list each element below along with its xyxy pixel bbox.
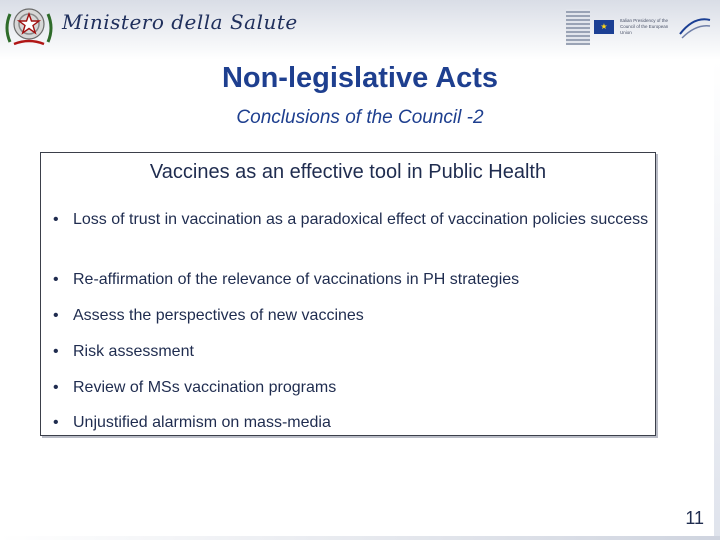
list-item-text: Unjustified alarmism on mass-media xyxy=(73,414,331,431)
italian-presidency-eu-logo-icon xyxy=(562,2,718,52)
list-item xyxy=(53,377,649,398)
page-title: Non-legislative Acts xyxy=(221,62,499,94)
list-item-text: Re-affirmation of the relevance of vaccinations in PH strategies xyxy=(73,271,520,288)
page-subtitle: Conclusions of the Council -2 xyxy=(236,107,484,128)
page-number: 11 xyxy=(685,508,704,528)
bullet-dot: • xyxy=(53,307,59,324)
italian-republic-emblem-icon xyxy=(2,2,56,48)
bullet-dot: • xyxy=(53,211,59,228)
list-item xyxy=(53,305,649,326)
eu-flag-stars: ★ xyxy=(600,22,608,31)
list-item xyxy=(53,269,649,290)
bullet-dot: • xyxy=(53,343,59,360)
list-item-text: Risk assessment xyxy=(73,343,194,360)
box-heading: Vaccines as an effective tool in Public Health xyxy=(149,161,547,183)
council-building-icon xyxy=(566,9,590,45)
bullet-dot: • xyxy=(53,271,59,288)
bullet-dot: • xyxy=(53,414,59,431)
list-item-text: Loss of trust in vaccination as a paradoxical effect of vaccination policies success xyxy=(73,211,649,228)
eu-flag-icon xyxy=(594,20,614,34)
swoosh-icon xyxy=(678,12,712,42)
presidency-text: Italian Presidency of the Council of the European Union xyxy=(620,18,669,35)
list-item xyxy=(53,341,649,362)
list-item xyxy=(53,209,649,230)
ministry-name: Ministero della Salute xyxy=(62,10,298,34)
list-item xyxy=(53,412,649,433)
list-item-text: Assess the perspectives of new vaccines xyxy=(73,307,364,324)
right-edge-shading xyxy=(714,60,720,540)
bottom-band xyxy=(0,536,720,540)
bullet-dot: • xyxy=(53,379,59,396)
list-item-text: Review of MSs vaccination programs xyxy=(73,379,337,396)
content-box xyxy=(40,152,656,436)
